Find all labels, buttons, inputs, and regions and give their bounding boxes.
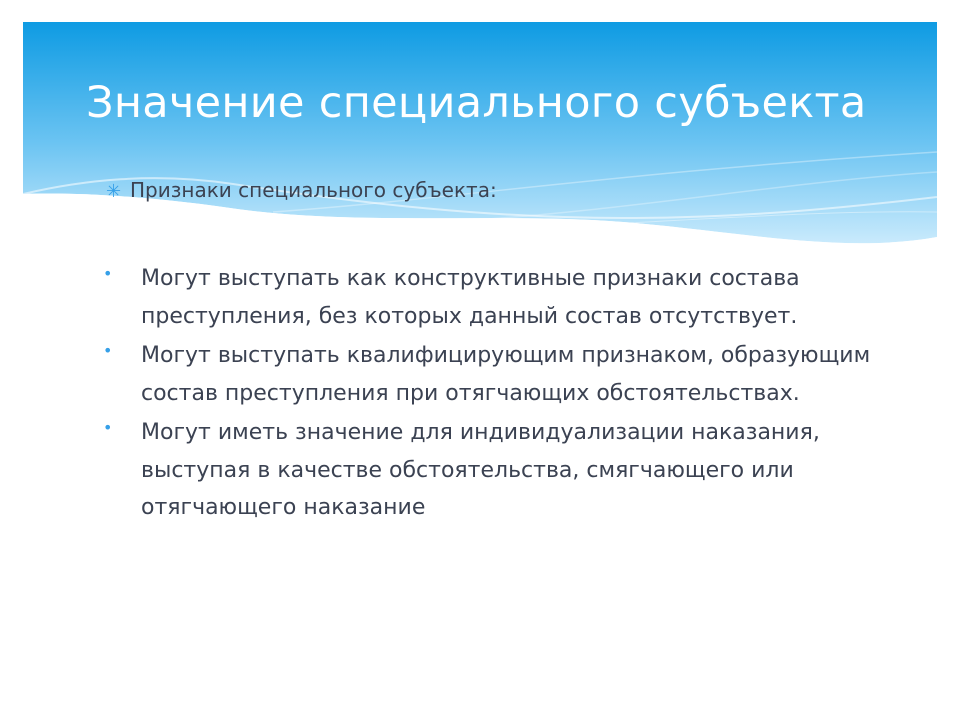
bullet-text: Могут иметь значение для индивидуализации наказания, выступая в качестве обстоятельства, смягчающего или отягчающего наказание [141,420,820,520]
subheading [106,178,906,202]
slide-title: Значение специального субъекта [86,78,867,128]
list-item [103,337,883,412]
list-item [103,260,883,335]
bullet-dot-icon: • [103,341,113,360]
asterisk-bullet-icon: ✳ [106,180,122,202]
subheading-text: Признаки специального субъекта: [130,178,497,202]
bullet-dot-icon: • [103,264,113,283]
header-banner [23,22,937,272]
bullet-text: Могут выступать квалифицирующим признаком, образующим состав преступления при отягчающих обстоятельствах. [141,343,871,406]
bullet-text: Могут выступать как конструктивные признаки состава преступления, без которых данный состав отсутствует. [141,266,800,329]
wave-background [23,22,937,272]
bullet-list [103,260,883,529]
list-item [103,414,883,527]
bullet-dot-icon: • [103,418,113,437]
